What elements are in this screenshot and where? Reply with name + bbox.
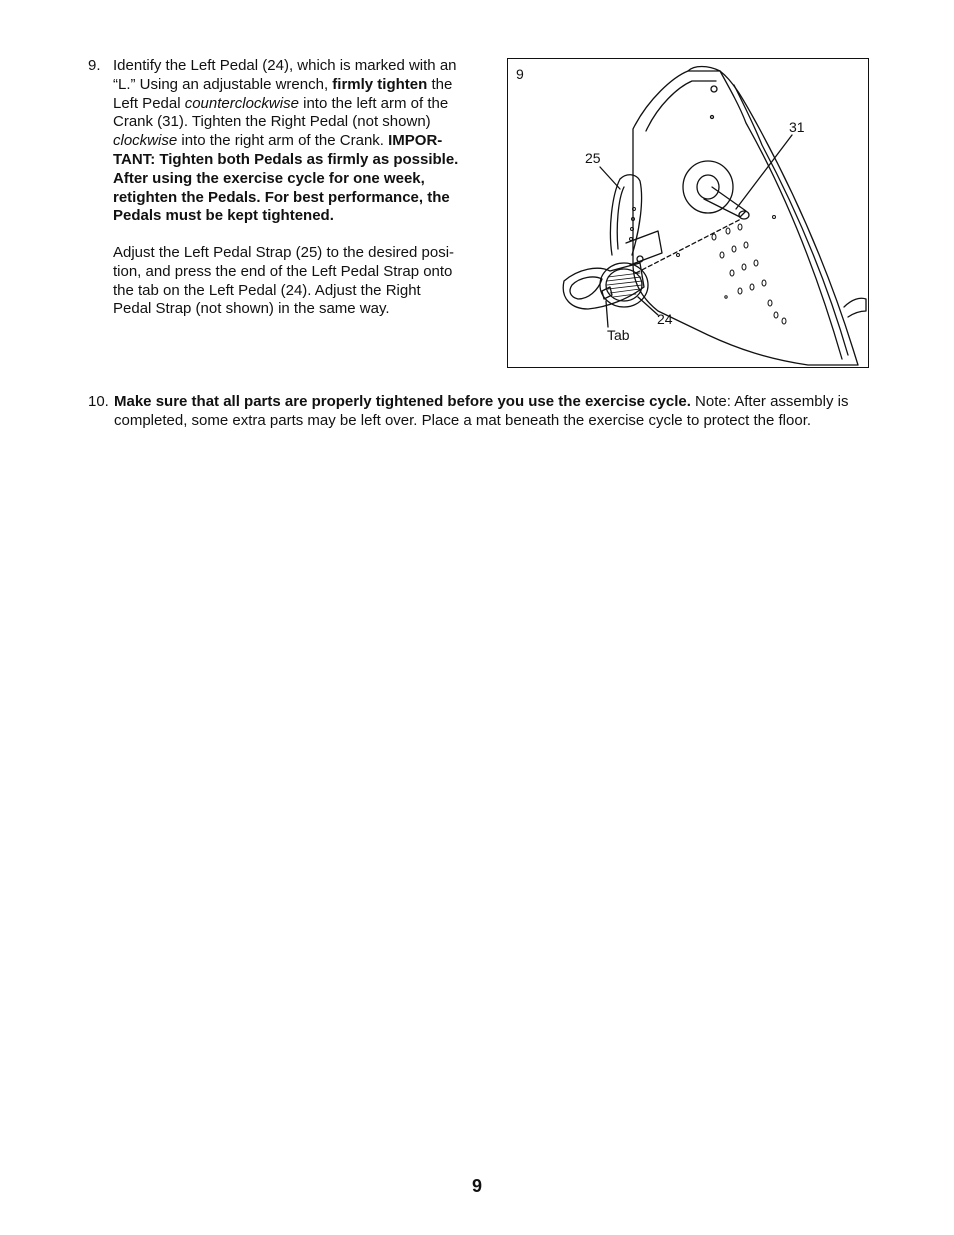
text: “L.” Using an adjustable wrench,: [113, 75, 333, 93]
callout-line-25: [600, 167, 620, 189]
emphasis: clockwise: [113, 132, 178, 150]
emphasis: retighten the Pedals. For best performance, the: [113, 188, 450, 206]
text: Crank (31). Tighten the Right Pedal (not shown): [113, 113, 431, 131]
line: [113, 151, 483, 170]
emphasis: firmly tighten: [332, 75, 428, 93]
line: tion, and press the end of the Left Pedal Strap onto: [113, 262, 453, 280]
line: [113, 95, 483, 114]
text: into the left arm of the: [298, 94, 449, 112]
emphasis: counterclockwise: [184, 94, 299, 112]
line: completed, some extra parts may be left over. Place a mat beneath the exercise cycle to protect the floor.: [114, 411, 812, 429]
pedal-assembly-drawing: [508, 59, 870, 369]
line: Pedal Strap (not shown) in the same way.: [113, 300, 390, 318]
text: the: [427, 75, 453, 93]
line: [113, 132, 483, 151]
step-10-number: 10.: [88, 393, 109, 410]
pedal-axis: [636, 219, 741, 273]
emphasis: IMPOR-: [388, 132, 443, 150]
line: [113, 57, 483, 76]
figure-number: 9: [516, 66, 524, 82]
assembly-figure: [507, 58, 869, 368]
step-9-strap-instructions: [113, 244, 483, 319]
pedal-strap-inner: [617, 187, 624, 249]
crank-hub-inner: [697, 175, 719, 199]
frame-cap: [688, 67, 720, 72]
line: [113, 76, 483, 95]
callout-tab: Tab: [607, 327, 630, 343]
text: Note: After assembly is: [690, 393, 849, 410]
line: the tab on the Left Pedal (24). Adjust the Right: [113, 281, 421, 299]
crank-hub: [683, 161, 733, 213]
pedal-spindle: [626, 231, 662, 265]
line: [114, 393, 874, 412]
emphasis: Make sure that all parts are properly tightened before you use the exercise cycle.: [114, 393, 691, 410]
line: Adjust the Left Pedal Strap (25) to the desired posi-: [113, 244, 455, 261]
line: [113, 189, 483, 208]
callout-line-24: [638, 297, 658, 315]
text: Identify the Left Pedal (24), which is marked with an: [113, 57, 457, 74]
bolt: [711, 116, 714, 119]
pedal-body-inner: [570, 277, 602, 299]
line: [113, 207, 483, 226]
line: [113, 113, 483, 132]
callout-31: 31: [789, 119, 805, 135]
frame-edge: [720, 71, 842, 359]
step-9-instructions: [113, 57, 483, 226]
emphasis: TANT: Tighten both Pedals as firmly as possible.: [113, 150, 459, 168]
frame-bar: [844, 298, 866, 317]
emphasis: After using the exercise cycle for one week,: [113, 169, 425, 187]
page-number: 9: [471, 1176, 482, 1196]
callout-25: 25: [585, 150, 601, 166]
step-9-number: 9.: [88, 57, 101, 74]
line: [113, 170, 483, 189]
callout-24: 24: [657, 311, 673, 327]
frame-edge: [646, 81, 716, 131]
emphasis: Pedals must be kept tightened.: [113, 207, 334, 225]
bolt: [711, 86, 717, 92]
text: Left Pedal: [113, 94, 185, 112]
step-10-instructions: [114, 393, 874, 431]
text: into the right arm of the Crank.: [177, 132, 389, 150]
